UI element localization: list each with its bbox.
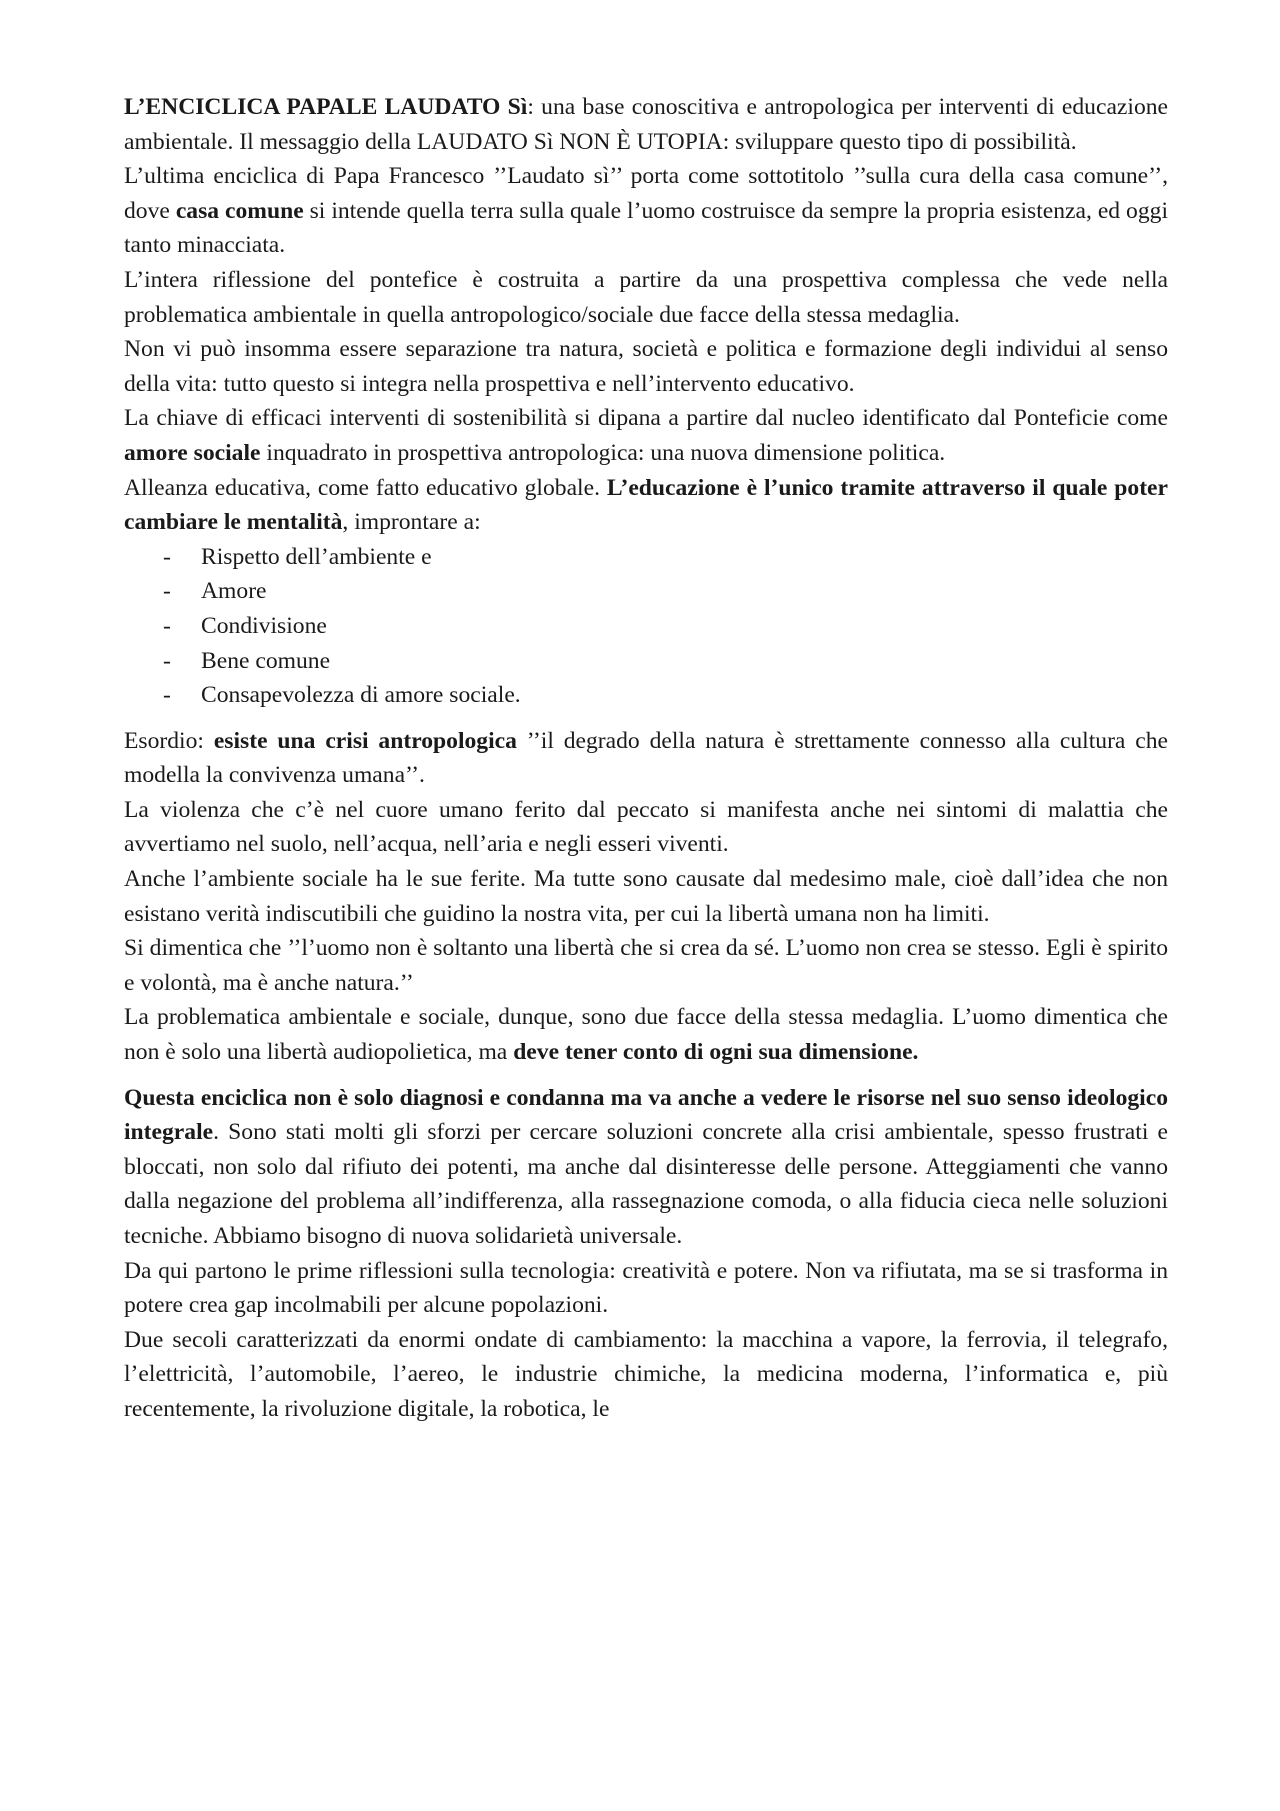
paragraph: Esordio: esiste una crisi antropologica ’’il degrado della natura è strettamente connesso alla cultura che modella la convivenza umana’’. xyxy=(124,727,1169,789)
paragraph: Questa enciclica non è solo diagnosi e condanna ma va anche a vedere le risorse nel suo senso ideologico integrale. Sono stati molti gli sforzi per cercare soluzioni concrete alla crisi ambientale, spesso frustrati e bloccati, non solo dal rifiuto dei potenti, ma anche dal disinteresse delle persone. Atteggiamenti che vanno dalla negazione del problema all’indifferenza, alla rassegnazione comoda, o alla fiducia cieca nelle soluzioni tecniche. Abbiamo bisogno di nuova solidarietà universale. xyxy=(124,1084,1168,1249)
dash-bullet: - xyxy=(163,543,171,570)
list-item: - Rispetto dell’ambiente e xyxy=(124,540,1168,575)
paragraph: La violenza che c’è nel cuore umano ferito dal peccato si manifesta anche nei sintomi di malattia che avvertiamo nel suolo, nell’acqua, nell’aria e negli esseri viventi. xyxy=(124,796,1168,858)
dash-bullet: - xyxy=(163,647,171,674)
paragraph: L’intera riflessione del pontefice è costruita a partire da una prospettiva complessa che vede nella problematica ambientale in quella antropologico/sociale due facce della stessa medaglia. xyxy=(124,266,1168,328)
intro-paragraph: L’ENCICLICA PAPALE LAUDATO Sì: una base conoscitiva e antropologica per interventi di educazione ambientale. Il messaggio della LAUDATO Sì NON È UTOPIA: sviluppare questo tipo di possibilità. xyxy=(124,94,1169,155)
list-item: - Consapevolezza di amore sociale. xyxy=(124,678,1168,713)
list-item: - Condivisione xyxy=(124,609,1168,644)
dash-bullet: - xyxy=(163,682,171,709)
paragraph: Non vi può insomma essere separazione tra natura, società e politica e formazione degli individui al senso della vita: tutto questo si integra nella prospettiva e nell’intervento educativo. xyxy=(124,336,1168,397)
paragraph: La problematica ambientale e sociale, dunque, sono due facce della stessa medaglia. L’uomo dimentica che non è solo una libertà audiopolietica, ma deve tener conto di ogni sua dimensione. xyxy=(124,1004,1168,1066)
paragraph: La chiave di efficaci interventi di sostenibilità si dipana a partire dal nucleo identificato dal Ponteficie come amore sociale inquadrato in prospettiva antropologica: una nuova dimensione politica. xyxy=(124,405,1168,466)
paragraph: L’ultima enciclica di Papa Francesco ’’Laudato sì’’ porta come sottotitolo ’’sulla cura della casa comune’’, dove casa comune si intende quella terra sulla quale l’uomo costruisce da sempre la propria esistenza, ed oggi tanto minacciata. xyxy=(124,163,1168,259)
paragraph: Due secoli caratterizzati da enormi ondate di cambiamento: la macchina a vapore, la ferrovia, il telegrafo, l’elettricità, l’automobile, l’aereo, le industrie chimiche, la medicina moderna, l’informatica e, più recentemente, la rivoluzione digitale, la robotica, le xyxy=(124,1326,1168,1422)
paragraph: Si dimentica che ’’l’uomo non è soltanto una libertà che si crea da sé. L’uomo non crea se stesso. Egli è spirito e volontà, ma è anche natura.’’ xyxy=(124,935,1168,996)
list-item: - Amore xyxy=(124,574,1168,609)
paragraph: Da qui partono le prime riflessioni sulla tecnologia: creatività e potere. Non va rifiutata, ma se si trasforma in potere crea gap incolmabili per alcune popolazioni. xyxy=(124,1257,1168,1319)
paragraph: Anche l’ambiente sociale ha le sue ferite. Ma tutte sono causate dal medesimo male, cioè dall’idea che non esistano verità indiscutibili che guidino la nostra vita, per cui la libertà umana non ha limiti. xyxy=(124,866,1168,927)
list-item: - Bene comune xyxy=(124,644,1168,679)
paragraph: Alleanza educativa, come fatto educativo globale. L’educazione è l’unico tramite attraverso il quale poter cambiare le mentalità, improntare a: xyxy=(124,474,1168,536)
dash-bullet: - xyxy=(163,612,171,639)
document-title: L’ENCICLICA PAPALE LAUDATO Sì xyxy=(124,94,528,120)
document-page xyxy=(124,90,1168,1427)
values-list xyxy=(124,540,1168,713)
dash-bullet: - xyxy=(163,578,171,605)
